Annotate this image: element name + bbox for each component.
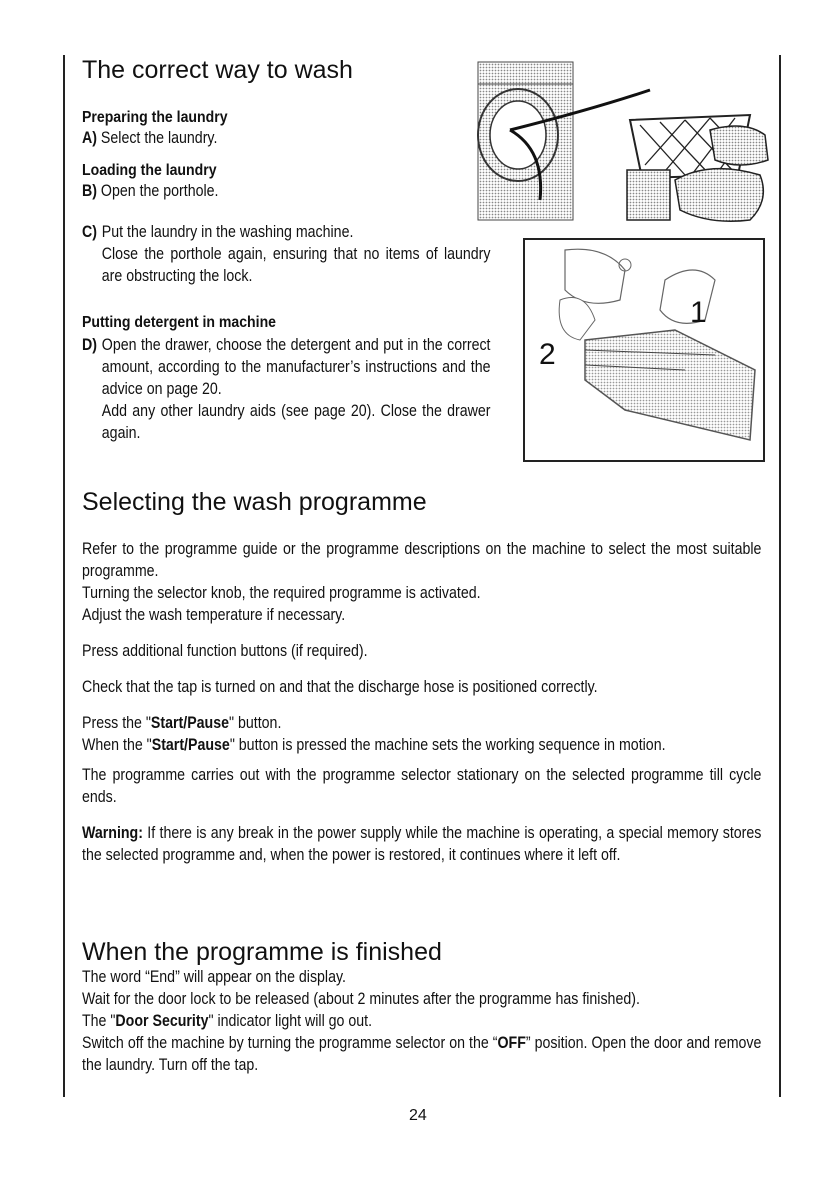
step-c-line1: Put the laundry in the washing machine. — [101, 223, 354, 241]
left-margin-rule — [63, 55, 65, 1097]
step-a-text: Select the laundry. — [100, 129, 218, 147]
select-p6-pre: Press the " — [82, 714, 151, 732]
finished-body — [82, 966, 761, 1076]
start-pause-label: Start/Pause — [150, 714, 230, 732]
select-p3: Adjust the wash temperature if necessary. — [82, 606, 346, 624]
right-margin-rule — [779, 55, 781, 1097]
select-p6-post: " button. — [229, 714, 282, 732]
finished-l4-post: ” position. Open the door and remove the laundry. Turn off the tap. — [82, 1034, 762, 1074]
washing-machine-illustration — [470, 60, 770, 225]
step-a-label: A) — [82, 129, 97, 147]
warning-text: If there is any break in the power supply while the machine is operating, a special memory stores the selected programme and, when the power is restored, it continues where it left off. — [82, 824, 762, 864]
page-number: 24 — [409, 1107, 427, 1124]
loading-heading: Loading the laundry — [82, 162, 217, 179]
select-p7 — [82, 734, 761, 756]
door-security-label: Door Security — [115, 1012, 209, 1030]
off-label: OFF — [497, 1034, 526, 1052]
finished-l3-post: " indicator light will go out. — [208, 1012, 373, 1030]
step-d-line2: Add any other laundry aids (see page 20). Close the drawer again. — [101, 402, 491, 442]
select-p8: The programme carries out with the programme selector stationary on the selected programme till cycle ends. — [82, 766, 762, 806]
section-title-selecting: Selecting the wash programme — [82, 488, 427, 516]
warning-paragraph — [82, 822, 761, 866]
step-d-line1: Open the drawer, choose the detergent and put in the correct amount, according to the manufacturer’s instructions and the advice on page 20. — [101, 336, 491, 398]
detergent-heading: Putting detergent in machine — [82, 314, 277, 331]
detergent-drawer-illustration — [525, 240, 763, 460]
finished-l3-pre: The " — [82, 1012, 116, 1030]
section-title-correct-way: The correct way to wash — [82, 56, 353, 84]
step-d — [82, 334, 491, 444]
select-p7-pre: When the " — [82, 736, 152, 754]
select-p5: Check that the tap is turned on and that the discharge hose is positioned correctly. — [82, 678, 598, 696]
select-p2: Turning the selector knob, the required programme is activated. — [82, 584, 481, 602]
select-p6 — [82, 712, 761, 734]
step-d-label: D) — [82, 336, 97, 354]
select-p4: Press additional function buttons (if required). — [82, 642, 368, 660]
finished-l4 — [82, 1032, 761, 1076]
step-c-line2: Close the porthole again, ensuring that no items of laundry are obstructing the lock. — [101, 245, 491, 285]
finished-l1: The word “End” will appear on the display. — [82, 968, 346, 986]
section-title-finished: When the programme is finished — [82, 938, 442, 966]
start-pause-label-2: Start/Pause — [151, 736, 230, 754]
select-p1: Refer to the programme guide or the programme descriptions on the machine to select the most suitable programme. — [82, 540, 762, 580]
preparing-heading: Preparing the laundry — [82, 109, 228, 126]
warning-label: Warning: — [82, 824, 143, 842]
step-b — [82, 180, 218, 202]
step-c-label: C) — [82, 223, 97, 241]
step-a — [82, 127, 217, 149]
finished-l4-pre: Switch off the machine by turning the programme selector on the “ — [82, 1034, 498, 1052]
finished-l2: Wait for the door lock to be released (about 2 minutes after the programme has finished). — [82, 990, 640, 1008]
finished-l3 — [82, 1010, 761, 1032]
drawer-label-2: 2 — [539, 338, 556, 371]
step-b-text: Open the porthole. — [100, 182, 219, 200]
selecting-body — [82, 538, 761, 866]
select-p7-post: " button is pressed the machine sets the working sequence in motion. — [229, 736, 666, 754]
drawer-label-1: 1 — [690, 296, 707, 329]
step-c — [82, 221, 491, 287]
step-b-label: B) — [82, 182, 97, 200]
detergent-drawer-figure — [523, 238, 765, 462]
